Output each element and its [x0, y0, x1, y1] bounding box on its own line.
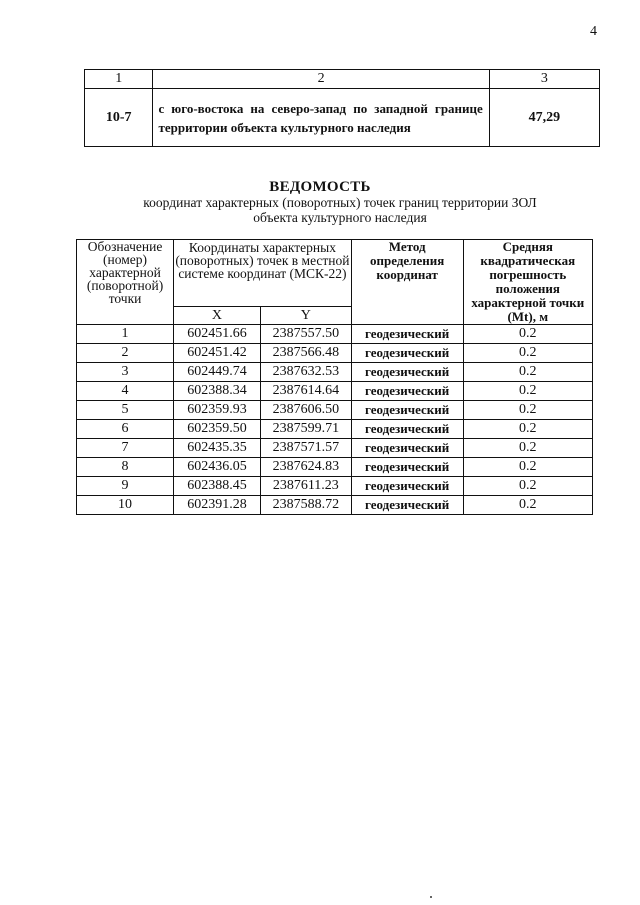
- method-value: геодезический: [351, 363, 463, 382]
- coordinate-x: 602388.34: [174, 382, 261, 401]
- table-row: [77, 344, 593, 363]
- coordinate-x: 602451.66: [174, 325, 261, 344]
- point-number: 6: [77, 420, 174, 439]
- header-point-designation: Обозначение (номер) характерной (поворотной) точки: [77, 240, 174, 325]
- table-row: [77, 458, 593, 477]
- header-x: X: [174, 307, 261, 325]
- error-value: 0.2: [463, 496, 592, 515]
- coordinate-y: 2387566.48: [260, 344, 351, 363]
- method-value: геодезический: [351, 382, 463, 401]
- table-header-row: [77, 240, 593, 307]
- coordinate-y: 2387614.64: [260, 382, 351, 401]
- method-value: геодезический: [351, 325, 463, 344]
- coordinate-x: 602449.74: [174, 363, 261, 382]
- table-row: [77, 477, 593, 496]
- point-number: 7: [77, 439, 174, 458]
- coordinate-y: 2387611.23: [260, 477, 351, 496]
- table-row: [77, 325, 593, 344]
- method-value: геодезический: [351, 496, 463, 515]
- page-number: 4: [590, 24, 597, 39]
- point-number: 8: [77, 458, 174, 477]
- document-title: ВЕДОМОСТЬ: [269, 179, 371, 195]
- segment-length: 47,29: [489, 89, 599, 147]
- segment-description-cell: [153, 89, 489, 147]
- column-header-1: 1: [85, 70, 153, 89]
- error-value: 0.2: [463, 477, 592, 496]
- segment-description: с юго-востока на северо-запад по западной границе территории объекта культурного наследия: [158, 100, 483, 135]
- scan-speck: [430, 896, 432, 898]
- method-value: геодезический: [351, 439, 463, 458]
- error-value: 0.2: [463, 363, 592, 382]
- method-value: геодезический: [351, 344, 463, 363]
- table-header-row: [85, 70, 600, 89]
- coordinate-x: 602359.93: [174, 401, 261, 420]
- boundary-segment-table: [84, 69, 600, 147]
- coordinate-x: 602436.05: [174, 458, 261, 477]
- coordinate-y: 2387588.72: [260, 496, 351, 515]
- coordinate-y: 2387606.50: [260, 401, 351, 420]
- error-value: 0.2: [463, 401, 592, 420]
- coordinate-x: 602359.50: [174, 420, 261, 439]
- coordinate-y: 2387557.50: [260, 325, 351, 344]
- table-row: [77, 401, 593, 420]
- coordinate-y: 2387632.53: [260, 363, 351, 382]
- table-row: [77, 382, 593, 401]
- point-number: 4: [77, 382, 174, 401]
- point-number: 2: [77, 344, 174, 363]
- error-value: 0.2: [463, 382, 592, 401]
- coordinates-table: [76, 239, 593, 515]
- method-value: геодезический: [351, 401, 463, 420]
- method-value: геодезический: [351, 477, 463, 496]
- segment-id: 10-7: [85, 89, 153, 147]
- error-value: 0.2: [463, 344, 592, 363]
- table-row: [85, 89, 600, 147]
- table-row: [77, 439, 593, 458]
- column-header-3: 3: [489, 70, 599, 89]
- point-number: 1: [77, 325, 174, 344]
- error-value: 0.2: [463, 458, 592, 477]
- coordinate-y: 2387624.83: [260, 458, 351, 477]
- column-header-2: 2: [153, 70, 489, 89]
- header-error: Средняя квадратическая погрешность положения характерной точки (Mt), м: [463, 240, 592, 325]
- coordinate-x: 602388.45: [174, 477, 261, 496]
- coordinate-y: 2387571.57: [260, 439, 351, 458]
- coordinate-x: 602391.28: [174, 496, 261, 515]
- coordinate-y: 2387599.71: [260, 420, 351, 439]
- method-value: геодезический: [351, 458, 463, 477]
- coordinate-x: 602451.42: [174, 344, 261, 363]
- document-subtitle: координат характерных (поворотных) точек границ территории ЗОЛ объекта культурного наследия: [143, 195, 537, 225]
- header-method: Метод определения координат: [351, 240, 463, 325]
- method-value: геодезический: [351, 420, 463, 439]
- table-row: [77, 496, 593, 515]
- point-number: 3: [77, 363, 174, 382]
- table-row: [77, 363, 593, 382]
- header-y: Y: [260, 307, 351, 325]
- point-number: 5: [77, 401, 174, 420]
- error-value: 0.2: [463, 325, 592, 344]
- error-value: 0.2: [463, 420, 592, 439]
- coordinate-x: 602435.35: [174, 439, 261, 458]
- header-coordinates: Координаты характерных (поворотных) точек в местной системе координат (МСК-22): [174, 240, 352, 307]
- point-number: 9: [77, 477, 174, 496]
- table-row: [77, 420, 593, 439]
- point-number: 10: [77, 496, 174, 515]
- error-value: 0.2: [463, 439, 592, 458]
